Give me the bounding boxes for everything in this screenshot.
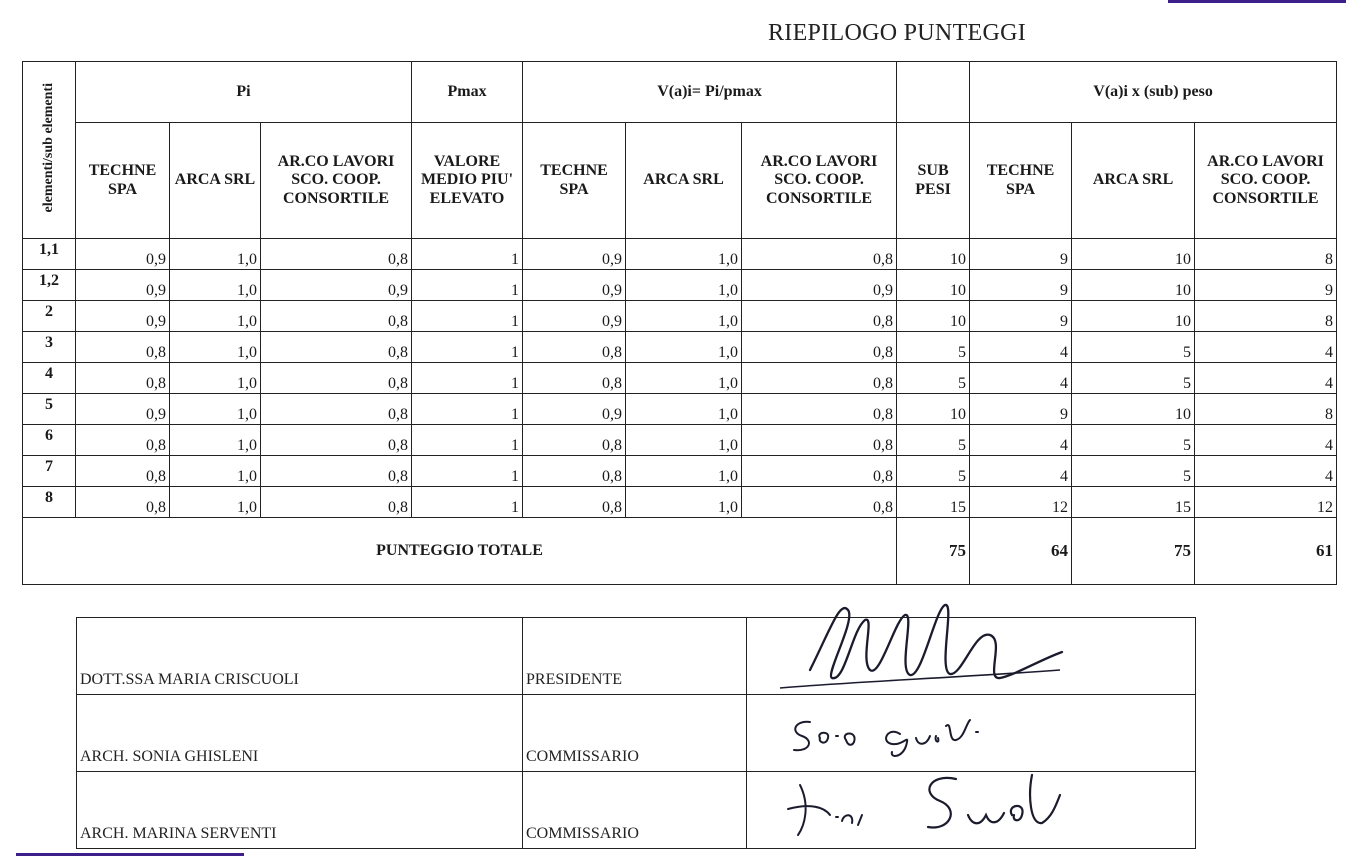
cell-pi-arca: 1,0 <box>170 363 261 394</box>
column-header-row <box>23 123 1337 239</box>
cell-vw-techne: 9 <box>970 394 1072 425</box>
cell-vw-techne: 12 <box>970 487 1072 518</box>
row-header-cell <box>23 62 76 239</box>
cell-va-arca: 1,0 <box>626 425 742 456</box>
group-header-empty <box>897 62 970 123</box>
cell-pi-techne: 0,9 <box>76 239 170 270</box>
cell-vw-techne: 9 <box>970 239 1072 270</box>
cell-va-techne: 0,9 <box>523 270 626 301</box>
cell-subpesi: 5 <box>897 332 970 363</box>
cell-pmax: 1 <box>412 487 523 518</box>
table-row <box>23 425 1337 456</box>
cell-vw-arca: 10 <box>1072 394 1195 425</box>
cell-pi-techne: 0,8 <box>76 487 170 518</box>
page-title: RIEPILOGO PUNTEGGI <box>768 20 1027 46</box>
cell-vw-arca: 15 <box>1072 487 1195 518</box>
cell-va-arco: 0,8 <box>742 239 897 270</box>
score-summary-table <box>22 61 1337 585</box>
cell-pmax: 1 <box>412 301 523 332</box>
cell-vw-arca: 10 <box>1072 270 1195 301</box>
cell-va-arca: 1,0 <box>626 487 742 518</box>
cell-subpesi: 5 <box>897 425 970 456</box>
cell-vw-arco: 4 <box>1195 456 1337 487</box>
cell-pmax: 1 <box>412 239 523 270</box>
signatory-row <box>77 618 1196 695</box>
col-header-subpesi: SUB PESI <box>897 123 970 239</box>
cell-vw-arca: 5 <box>1072 425 1195 456</box>
signatory-name: ARCH. MARINA SERVENTI <box>77 772 523 849</box>
cell-va-arca: 1,0 <box>626 332 742 363</box>
cell-va-arca: 1,0 <box>626 270 742 301</box>
cell-pi-techne: 0,8 <box>76 425 170 456</box>
row-header-label: elementi/sub elementi <box>40 82 56 213</box>
cell-vw-arca: 5 <box>1072 332 1195 363</box>
cell-pi-arca: 1,0 <box>170 239 261 270</box>
row-label: 1,2 <box>23 270 76 301</box>
table-row <box>23 456 1337 487</box>
col-header-va-arca: ARCA SRL <box>626 123 742 239</box>
cell-pi-arco: 0,8 <box>261 301 412 332</box>
col-header-vw-techne: TECHNE SPA <box>970 123 1072 239</box>
signatory-role: COMMISSARIO <box>523 772 747 849</box>
cell-subpesi: 5 <box>897 363 970 394</box>
table-row <box>23 270 1337 301</box>
cell-pi-arco: 0,9 <box>261 270 412 301</box>
cell-pi-arca: 1,0 <box>170 332 261 363</box>
cell-va-arco: 0,8 <box>742 394 897 425</box>
cell-subpesi: 10 <box>897 270 970 301</box>
total-vw-arca: 75 <box>1072 518 1195 585</box>
row-label: 3 <box>23 332 76 363</box>
col-header-pi-arca: ARCA SRL <box>170 123 261 239</box>
group-header-va: V(a)i= Pi/pmax <box>523 62 897 123</box>
table-row <box>23 239 1337 270</box>
cell-subpesi: 5 <box>897 456 970 487</box>
cell-va-arco: 0,8 <box>742 487 897 518</box>
signatory-name: ARCH. SONIA GHISLENI <box>77 695 523 772</box>
signatory-row <box>77 695 1196 772</box>
cell-vw-techne: 4 <box>970 456 1072 487</box>
cell-pi-techne: 0,8 <box>76 332 170 363</box>
cell-pi-techne: 0,8 <box>76 363 170 394</box>
cell-va-techne: 0,8 <box>523 363 626 394</box>
cell-va-arco: 0,9 <box>742 270 897 301</box>
cell-pmax: 1 <box>412 456 523 487</box>
row-label: 8 <box>23 487 76 518</box>
cell-pi-arco: 0,8 <box>261 239 412 270</box>
cell-vw-arco: 12 <box>1195 487 1337 518</box>
cell-va-techne: 0,8 <box>523 456 626 487</box>
cell-pi-arco: 0,8 <box>261 425 412 456</box>
cell-vw-arco: 9 <box>1195 270 1337 301</box>
total-vw-techne: 64 <box>970 518 1072 585</box>
cell-pi-arca: 1,0 <box>170 487 261 518</box>
table-row <box>23 363 1337 394</box>
col-header-pmax: VALORE MEDIO PIU' ELEVATO <box>412 123 523 239</box>
cell-va-arca: 1,0 <box>626 363 742 394</box>
cell-va-arco: 0,8 <box>742 425 897 456</box>
col-header-pi-techne: TECHNE SPA <box>76 123 170 239</box>
score-rows <box>23 239 1337 518</box>
col-header-vw-arca: ARCA SRL <box>1072 123 1195 239</box>
cell-va-arca: 1,0 <box>626 301 742 332</box>
cell-subpesi: 10 <box>897 394 970 425</box>
col-header-va-arco: AR.CO LAVORI SCO. COOP. CONSORTILE <box>742 123 897 239</box>
cell-vw-arca: 10 <box>1072 239 1195 270</box>
cell-vw-techne: 9 <box>970 301 1072 332</box>
cell-pi-arca: 1,0 <box>170 425 261 456</box>
signature-cell <box>747 772 1196 849</box>
col-header-va-techne: TECHNE SPA <box>523 123 626 239</box>
cell-pi-techne: 0,9 <box>76 301 170 332</box>
cell-pi-arco: 0,8 <box>261 394 412 425</box>
cell-pmax: 1 <box>412 363 523 394</box>
row-label: 2 <box>23 301 76 332</box>
cell-vw-arco: 8 <box>1195 394 1337 425</box>
group-header-pmax: Pmax <box>412 62 523 123</box>
cell-pi-arca: 1,0 <box>170 270 261 301</box>
cell-vw-arca: 10 <box>1072 301 1195 332</box>
cell-pi-arco: 0,8 <box>261 363 412 394</box>
cell-pi-techne: 0,9 <box>76 394 170 425</box>
cell-va-arco: 0,8 <box>742 456 897 487</box>
cell-vw-techne: 4 <box>970 363 1072 394</box>
cell-pmax: 1 <box>412 394 523 425</box>
cell-va-arco: 0,8 <box>742 332 897 363</box>
cell-vw-arca: 5 <box>1072 456 1195 487</box>
cell-pi-arca: 1,0 <box>170 301 261 332</box>
row-label: 1,1 <box>23 239 76 270</box>
top-accent-bar <box>1168 0 1346 3</box>
cell-pi-arco: 0,8 <box>261 487 412 518</box>
total-row <box>23 518 1337 585</box>
group-header-pi: Pi <box>76 62 412 123</box>
cell-vw-arco: 8 <box>1195 239 1337 270</box>
cell-pi-arco: 0,8 <box>261 332 412 363</box>
cell-va-arco: 0,8 <box>742 301 897 332</box>
signature-table <box>76 617 1196 849</box>
row-label: 6 <box>23 425 76 456</box>
cell-pmax: 1 <box>412 425 523 456</box>
cell-pmax: 1 <box>412 270 523 301</box>
row-label: 7 <box>23 456 76 487</box>
cell-vw-arco: 8 <box>1195 301 1337 332</box>
signatory-row <box>77 772 1196 849</box>
cell-pi-arca: 1,0 <box>170 456 261 487</box>
group-header-vw: V(a)i x (sub) peso <box>970 62 1337 123</box>
cell-va-techne: 0,9 <box>523 239 626 270</box>
cell-va-arca: 1,0 <box>626 394 742 425</box>
cell-va-techne: 0,9 <box>523 394 626 425</box>
signature-cell <box>747 695 1196 772</box>
signatory-role: COMMISSARIO <box>523 695 747 772</box>
signatory-role: PRESIDENTE <box>523 618 747 695</box>
table-row <box>23 394 1337 425</box>
signatory-name: DOTT.SSA MARIA CRISCUOLI <box>77 618 523 695</box>
cell-subpesi: 15 <box>897 487 970 518</box>
cell-va-arco: 0,8 <box>742 363 897 394</box>
cell-vw-arco: 4 <box>1195 425 1337 456</box>
cell-pi-techne: 0,9 <box>76 270 170 301</box>
cell-va-techne: 0,9 <box>523 301 626 332</box>
total-vw-arco: 61 <box>1195 518 1337 585</box>
cell-va-arca: 1,0 <box>626 239 742 270</box>
cell-va-techne: 0,8 <box>523 332 626 363</box>
col-header-vw-arco: AR.CO LAVORI SCO. COOP. CONSORTILE <box>1195 123 1337 239</box>
cell-pi-arco: 0,8 <box>261 456 412 487</box>
cell-vw-arco: 4 <box>1195 363 1337 394</box>
cell-vw-techne: 9 <box>970 270 1072 301</box>
cell-va-techne: 0,8 <box>523 425 626 456</box>
table-row <box>23 487 1337 518</box>
cell-va-arca: 1,0 <box>626 456 742 487</box>
cell-vw-techne: 4 <box>970 425 1072 456</box>
cell-vw-arco: 4 <box>1195 332 1337 363</box>
cell-vw-arca: 5 <box>1072 363 1195 394</box>
row-label: 5 <box>23 394 76 425</box>
cell-subpesi: 10 <box>897 239 970 270</box>
cell-va-techne: 0,8 <box>523 487 626 518</box>
cell-pmax: 1 <box>412 332 523 363</box>
cell-vw-techne: 4 <box>970 332 1072 363</box>
table-row <box>23 332 1337 363</box>
cell-pi-arca: 1,0 <box>170 394 261 425</box>
col-header-pi-arco: AR.CO LAVORI SCO. COOP. CONSORTILE <box>261 123 412 239</box>
cell-subpesi: 10 <box>897 301 970 332</box>
cell-pi-techne: 0,8 <box>76 456 170 487</box>
signature-cell <box>747 618 1196 695</box>
table-row <box>23 301 1337 332</box>
row-label: 4 <box>23 363 76 394</box>
total-label: PUNTEGGIO TOTALE <box>23 518 897 585</box>
total-subpesi: 75 <box>897 518 970 585</box>
group-header-row <box>23 62 1337 123</box>
